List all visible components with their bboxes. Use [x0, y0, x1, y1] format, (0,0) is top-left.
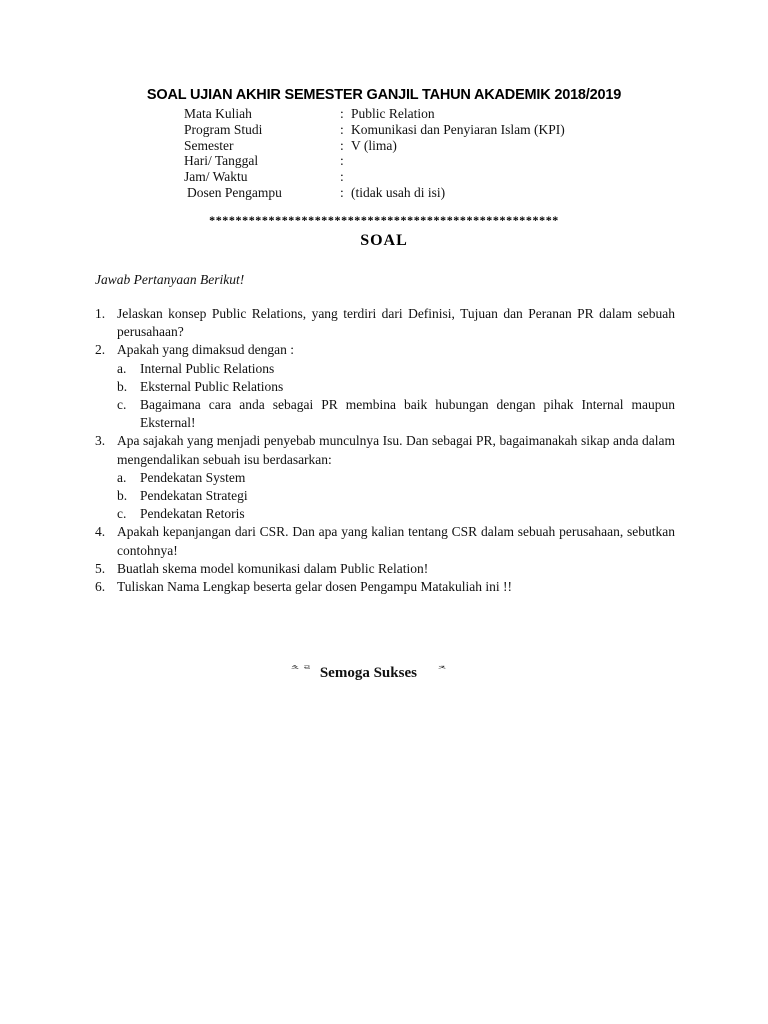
question-item: [95, 578, 675, 596]
closing-text: Semoga Sukses: [319, 665, 417, 681]
meta-colon: :: [340, 106, 344, 121]
meta-value: V (lima): [351, 137, 397, 153]
question-item: [95, 432, 675, 468]
decorative-glyph-right: ᄌ: [436, 666, 447, 677]
question-text: Apakah kepanjangan dari CSR. Dan apa yang kalian tentang CSR dalam sebuah perusahaan, sebutkan contohnya!: [117, 524, 675, 558]
meta-value: Public Relation: [351, 106, 435, 121]
meta-value: (tidak usah di isi): [351, 184, 446, 200]
closing-line: [290, 662, 447, 682]
meta-label: Dosen Pengampu: [187, 184, 282, 200]
question-list: [95, 305, 675, 596]
sub-question-marker: c.: [117, 397, 127, 413]
sub-question-text: Internal Public Relations: [140, 360, 275, 376]
question-item: [95, 523, 675, 559]
meta-colon: :: [340, 153, 344, 169]
meta-colon: :: [340, 121, 344, 137]
sub-question-text: Pendekatan System: [140, 469, 246, 485]
sub-question-marker: a.: [117, 360, 127, 376]
sub-question-item: [95, 487, 675, 505]
sub-question-item: [95, 360, 675, 378]
question-text: Buatlah skema model komunikasi dalam Public Relation!: [117, 560, 429, 576]
sub-question-marker: b.: [117, 488, 128, 504]
meta-colon: :: [340, 137, 344, 153]
question-text: Jelaskan konsep Public Relations, yang terdiri dari Definisi, Tujuan dan Peranan PR dalam sebuah perusahaan?: [117, 306, 675, 340]
decorative-glyph-left: ᄎ ᄅ: [290, 666, 312, 677]
meta-label: Hari/ Tanggal: [184, 153, 259, 169]
question-item: [95, 305, 675, 341]
question-item: [95, 560, 675, 578]
meta-value: Komunikasi dan Penyiaran Islam (KPI): [351, 121, 565, 137]
sub-question-item: [95, 469, 675, 487]
question-text: Tuliskan Nama Lengkap beserta gelar dosen Pengampu Matakuliah ini !!: [117, 579, 513, 595]
sub-question-text: Eksternal Public Relations: [140, 378, 284, 394]
question-number: 5.: [95, 560, 106, 576]
meta-label: Semester: [184, 137, 234, 153]
meta-colon: :: [340, 169, 344, 185]
question-number: 4.: [95, 524, 106, 540]
question-text: Apa sajakah yang menjadi penyebab munculnya Isu. Dan sebagai PR, bagaimanakah sikap anda dalam mengendalikan sebuah isu berdasarkan:: [117, 433, 675, 467]
question-number: 6.: [95, 579, 106, 595]
sub-question-item: [95, 378, 675, 396]
sub-question-text: Pendekatan Retoris: [140, 506, 245, 522]
question-item: [95, 341, 675, 359]
question-number: 2.: [95, 342, 106, 358]
sub-question-text: Pendekatan Strategi: [140, 488, 248, 504]
meta-label: Jam/ Waktu: [184, 169, 248, 185]
exam-title: SOAL UJIAN AKHIR SEMESTER GANJIL TAHUN AKADEMIK 2018/2019: [146, 87, 622, 103]
question-number: 1.: [95, 306, 106, 321]
question-number: 3.: [95, 433, 106, 449]
sub-question-item: [95, 396, 675, 432]
section-heading: SOAL: [360, 232, 408, 249]
meta-label: Program Studi: [184, 121, 263, 137]
sub-question-marker: a.: [117, 469, 127, 485]
question-text: Apakah yang dimaksud dengan :: [117, 342, 294, 358]
instruction-text: Jawab Pertanyaan Berikut!: [95, 272, 245, 287]
sub-question-item: [95, 505, 675, 523]
sub-question-marker: c.: [117, 506, 127, 522]
sub-question-marker: b.: [117, 378, 128, 394]
meta-label: Mata Kuliah: [184, 106, 252, 121]
meta-colon: :: [340, 184, 344, 200]
asterisk-separator: *****************************************************: [209, 213, 559, 227]
sub-question-text: Bagaimana cara anda sebagai PR membina baik hubungan dengan pihak Internal maupun Eksternal!: [140, 397, 675, 431]
